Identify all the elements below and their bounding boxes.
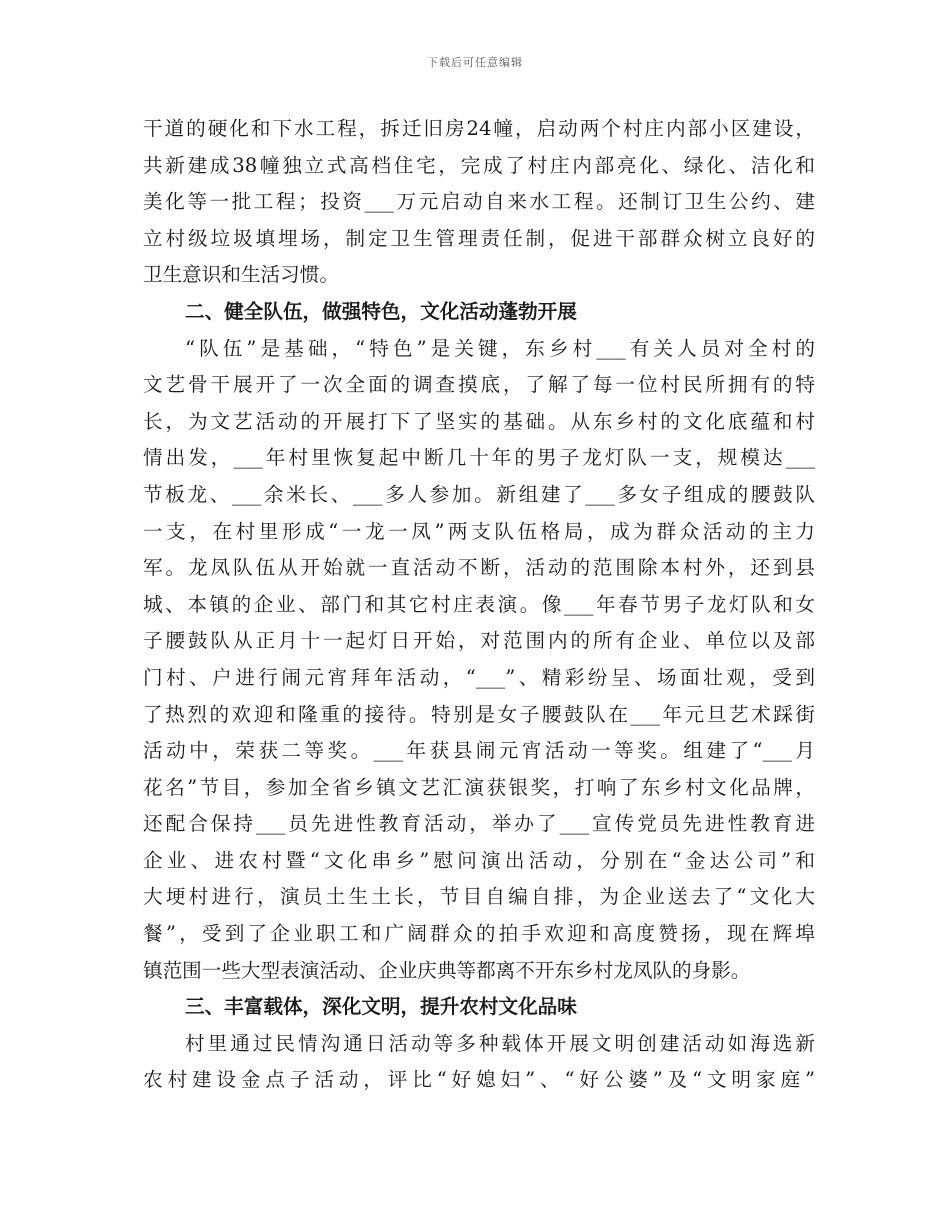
paragraph-line: 花名”节目，参加全省乡镇文艺汇演获银奖，打响了东乡村文化品牌， (143, 775, 815, 799)
paragraph-line: 大埂村进行，演员土生土长，节目自编自排，为企业送去了“文化大 (143, 885, 815, 909)
paragraph-line: 情出发，___年村里恢复起中断几十年的男子龙灯队一支，规模达___ (143, 446, 815, 470)
paragraph-line: 了热烈的欢迎和隆重的接待。特别是女子腰鼓队在___年元旦艺术踩街 (143, 702, 815, 726)
paragraph-line: 共新建成38幢独立式高档住宅，完成了村庄内部亮化、绿化、洁化和 (143, 153, 815, 177)
paragraph-line: 子腰鼓队从正月十一起灯日开始，对范围内的所有企业、单位以及部 (143, 629, 815, 653)
paragraph-line: 镇范围一些大型表演活动、企业庆典等都离不开东乡村龙凤队的身影。 (143, 958, 751, 982)
paragraph-line: 一支，在村里形成“一龙一凤”两支队伍格局，成为群众活动的主力 (143, 519, 815, 543)
paragraph-line: “队伍”是基础，“特色”是关键，东乡村___有关人员对全村的 (185, 336, 815, 360)
paragraph-line: 节板龙、___余米长、___多人参加。新组建了___多女子组成的腰鼓队 (143, 482, 815, 506)
section-heading: 二、健全队伍，做强特色，文化活动蓬勃开展 (185, 299, 577, 323)
paragraph-line: 干道的硬化和下水工程，拆迁旧房24幢，启动两个村庄内部小区建设， (143, 117, 815, 140)
paragraph-line: 美化等一批工程；投资___万元启动自来水工程。还制订卫生公约、建 (143, 190, 815, 214)
paragraph-line: 文艺骨干展开了一次全面的调查摸底，了解了每一位村民所拥有的特 (143, 373, 815, 397)
header-note: 下载后可任意编辑 (427, 56, 523, 69)
paragraph-line: 农村建设金点子活动，评比“好媳妇”、“好公婆”及“文明家庭” (143, 1068, 815, 1092)
paragraph-line: 企业、进农村暨“文化串乡”慰问演出活动，分别在“金达公司”和 (143, 848, 815, 872)
paragraph-line: 餐”，受到了企业职工和广阔群众的拍手欢迎和高度赞扬，现在辉埠 (143, 922, 815, 946)
paragraph-line: 活动中，荣获二等奖。___年获县闹元宵活动一等奖。组建了“___月 (143, 739, 815, 763)
section-heading: 三、丰富载体，深化文明，提升农村文化品味 (185, 995, 577, 1019)
paragraph-line: 立村级垃圾填埋场，制定卫生管理责任制，促进干部群众树立良好的 (143, 226, 815, 250)
document-body (143, 111, 815, 1099)
paragraph-line: 卫生意识和生活习惯。 (143, 263, 339, 287)
paragraph-line: 城、本镇的企业、部门和其它村庄表演。像___年春节男子龙灯队和女 (143, 592, 815, 616)
paragraph-line: 军。龙凤队伍从开始就一直活动不断，活动的范围除本村外，还到县 (143, 556, 815, 580)
paragraph-line: 长，为文艺活动的开展打下了坚实的基础。从东乡村的文化底蕴和村 (143, 409, 815, 433)
paragraph-line: 村里通过民情沟通日活动等多种载体开展文明创建活动如海选新 (185, 1031, 815, 1055)
paragraph-line: 门村、户进行闹元宵拜年活动，“___”、精彩纷呈、场面壮观，受到 (143, 665, 815, 689)
paragraph-line: 还配合保持___员先进性教育活动，举办了___宣传党员先进性教育进 (143, 812, 815, 836)
